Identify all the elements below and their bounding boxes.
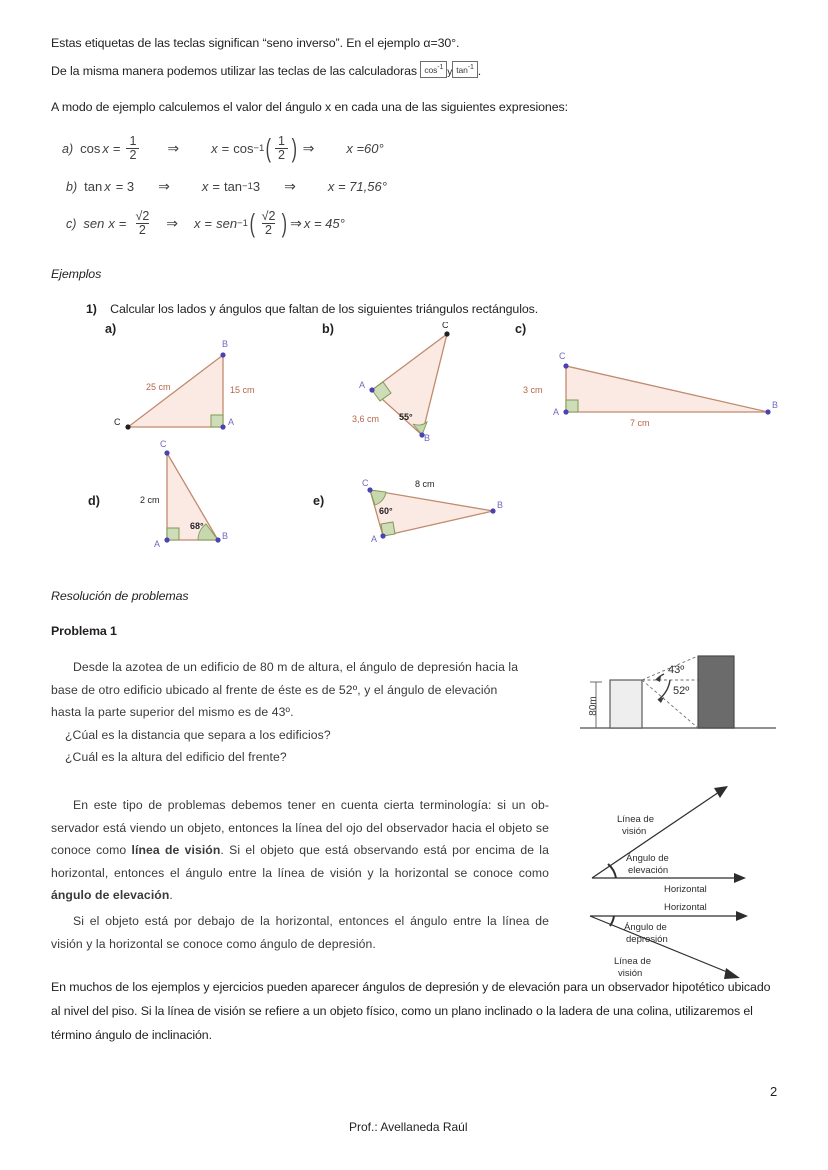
expression-c-arg-numerator: √2 bbox=[261, 209, 276, 223]
buildings-angle-bottom-label: 52º bbox=[673, 685, 690, 697]
expression-a-paren-close: ) bbox=[291, 133, 297, 164]
triangle-b-vertex-a-dot bbox=[369, 387, 374, 392]
expression-b-inverse-fn: tan bbox=[223, 179, 243, 194]
triangle-c-shape bbox=[566, 366, 768, 412]
examples-item-text: Calcular los lados y ángulos que faltan de los siguientes triángulos rectángulos. bbox=[110, 302, 539, 316]
triangle-c-vertex-a-dot bbox=[563, 409, 568, 414]
intro-line-2-prefix: De la misma manera podemos utilizar las teclas de las calculadoras bbox=[51, 64, 417, 78]
triangle-a-vertex-b-dot bbox=[220, 352, 225, 357]
angles-line-of-sight-top-arrowhead bbox=[714, 786, 728, 798]
angles-elevation-label-2: elevación bbox=[628, 865, 669, 876]
triangle-e-figure bbox=[345, 478, 515, 550]
triangle-c-side-label-1: 3 cm bbox=[523, 385, 543, 395]
page-number: 2 bbox=[770, 1084, 778, 1099]
triangle-b-vertex-c-label: C bbox=[442, 322, 449, 330]
triangle-b-side-label-1: 3,6 cm bbox=[352, 414, 380, 424]
expression-b-fn: tan bbox=[84, 179, 103, 194]
closing-paragraph: En muchos de los ejemplos y ejercicios pueden aparecer ángulos de depresión y de elevación para un observador hipotético ubicado al nivel del piso. Si la línea de visión se refiere a un objeto físico, como un plano inclinado o la ladera de una colina, utilizaremos el término ángulo de inclinación. bbox=[51, 980, 771, 1042]
angles-elevation-arc bbox=[608, 864, 616, 878]
expression-b-inverse-exponent: −1 bbox=[242, 181, 253, 192]
problem-1-statement-line-1: Desde la azotea de un edificio de 80 m de altura, el ángulo de depresión hacia la bbox=[73, 660, 519, 674]
buildings-angle-top-label: 43º bbox=[668, 664, 685, 676]
expression-c-paren-open: ( bbox=[249, 208, 255, 239]
expression-c-eq: = bbox=[118, 216, 127, 232]
expression-a-fraction bbox=[126, 135, 139, 162]
triangle-e-vertex-b-label: B bbox=[497, 500, 504, 510]
expression-c-arg-denominator: 2 bbox=[262, 223, 275, 237]
triangle-a-vertex-c-label: C bbox=[114, 417, 121, 427]
expression-b-result-eq: = bbox=[212, 179, 220, 194]
expression-a-inverse-exponent: −1 bbox=[253, 143, 265, 155]
expression-c-fraction bbox=[132, 210, 152, 237]
expression-c-arrow-1: ⇒ bbox=[166, 215, 179, 232]
triangle-b-angle-label-1: 55° bbox=[399, 412, 413, 422]
triangle-a-figure bbox=[110, 330, 280, 440]
triangle-d-vertex-a-label: A bbox=[154, 539, 161, 549]
triangle-a-label: a) bbox=[105, 322, 117, 336]
angles-horizontal-bottom-label: Horizontal bbox=[664, 902, 707, 913]
tan-key-label: tan bbox=[456, 65, 468, 75]
triangle-e-angle-label-1: 60° bbox=[379, 506, 393, 516]
triangle-c-label: c) bbox=[515, 322, 527, 336]
expression-a-label: a) bbox=[62, 141, 74, 156]
triangle-c-vertex-a-label: A bbox=[553, 407, 560, 417]
triangle-b-label: b) bbox=[322, 322, 334, 336]
expression-a-arg-denominator: 2 bbox=[275, 148, 288, 162]
expression-c-fn: sen bbox=[83, 216, 105, 232]
expression-c-inverse-exponent: −1 bbox=[237, 218, 248, 230]
expression-c-arg-fraction bbox=[259, 210, 279, 237]
expression-a-var: x bbox=[102, 141, 109, 157]
examples-item-number: 1) bbox=[86, 302, 97, 316]
cos-key-label: cos bbox=[424, 65, 438, 75]
cos-key-exponent: -1 bbox=[437, 64, 444, 72]
tan-key-exponent: -1 bbox=[467, 64, 474, 72]
triangle-b-vertex-b-label: B bbox=[424, 433, 431, 443]
triangle-b-figure bbox=[352, 322, 482, 447]
expression-a-inverse-fn: cos bbox=[233, 141, 254, 157]
intro-line-2 bbox=[51, 60, 791, 84]
terminology-bold-line-of-sight: línea de visión bbox=[131, 843, 221, 857]
expression-b-arrow-2: ⇒ bbox=[284, 178, 296, 194]
triangle-e-label: e) bbox=[313, 494, 325, 508]
expression-b bbox=[66, 178, 387, 195]
angles-line-of-sight-top-label-2: visión bbox=[622, 826, 647, 837]
terminology-paragraph-1-part-1: En este tipo de problemas debemos tener en cuenta cierta terminología: si un ob-servador está viendo un objeto, entonces la línea del ojo del observador hacia el objeto se conoce como bbox=[51, 798, 549, 857]
expression-a-fn: cos bbox=[80, 141, 101, 157]
expression-a bbox=[62, 135, 384, 162]
expression-c-var: x bbox=[108, 216, 115, 232]
triangle-d-label: d) bbox=[88, 494, 100, 508]
angles-elevation-label-1: Ángulo de bbox=[626, 853, 669, 864]
triangle-c-vertex-c-label: C bbox=[559, 351, 566, 361]
angles-line-of-sight-top-label-1: Línea de bbox=[617, 814, 654, 825]
examples-item-1 bbox=[86, 298, 786, 320]
problem-1-question-1: ¿Cúal es la distancia que separa a los edificios? bbox=[65, 727, 331, 742]
triangle-b-vertex-a-label: A bbox=[359, 380, 366, 390]
expression-a-eq: = bbox=[112, 141, 121, 157]
key-conjunction: y bbox=[447, 67, 453, 78]
triangle-e-vertex-c-label: C bbox=[362, 478, 369, 488]
intro-line-2-suffix: . bbox=[477, 64, 482, 78]
expression-c-result-eq: = bbox=[204, 216, 213, 232]
expression-a-paren-open: ( bbox=[265, 133, 272, 164]
expression-a-arrow-1: ⇒ bbox=[167, 140, 180, 157]
triangle-b-vertex-c-dot bbox=[444, 331, 449, 336]
expression-c-label: c) bbox=[66, 216, 77, 231]
expression-c-denominator: 2 bbox=[136, 223, 149, 237]
triangle-c-vertex-b-dot bbox=[765, 409, 770, 414]
triangle-d-figure bbox=[140, 440, 255, 555]
triangle-d-vertex-c-dot bbox=[164, 450, 169, 455]
triangle-c-side-label-2: 7 cm bbox=[630, 418, 650, 428]
triangle-e-vertex-b-dot bbox=[490, 508, 495, 513]
terminology-bold-elevation-angle: ángulo de elevación bbox=[51, 888, 170, 902]
expression-a-result-eq: = bbox=[221, 141, 230, 157]
triangle-a-vertex-a-label: A bbox=[228, 417, 235, 427]
angles-horizontal-top-label: Horizontal bbox=[664, 884, 707, 895]
expression-c-paren-close: ) bbox=[282, 208, 288, 239]
buildings-left-building bbox=[610, 680, 642, 728]
expression-a-arrow-2: ⇒ bbox=[302, 140, 315, 157]
angles-line-of-sight-bottom-label-2: visión bbox=[618, 968, 643, 979]
expression-b-label: b) bbox=[66, 179, 78, 194]
triangle-e-vertex-a-dot bbox=[380, 533, 385, 538]
expression-c-result-var: x bbox=[194, 216, 201, 232]
terminology-paragraph-1 bbox=[51, 794, 549, 907]
expression-b-arg: 3 bbox=[252, 179, 261, 194]
expression-c-numerator: √2 bbox=[135, 209, 150, 223]
expression-a-arg-numerator: 1 bbox=[277, 134, 285, 148]
triangle-c-figure bbox=[518, 342, 786, 432]
terminology-paragraph-1-part-3: . bbox=[169, 888, 173, 902]
triangle-a-side-label-1: 25 cm bbox=[146, 382, 171, 392]
expression-c-result: x = 45° bbox=[303, 216, 345, 232]
triangle-d-side-label-1: 2 cm bbox=[140, 495, 160, 505]
buildings-figure bbox=[578, 628, 778, 740]
angles-horizontal-top-arrowhead bbox=[734, 873, 746, 883]
examples-heading: Ejemplos bbox=[51, 267, 102, 281]
angles-horizontal-bottom-arrowhead bbox=[736, 911, 748, 921]
tan-inverse-key bbox=[452, 61, 478, 78]
expression-c-inverse-fn: sen bbox=[216, 216, 238, 232]
expression-a-result: x =60° bbox=[346, 141, 384, 157]
expression-a-numerator: 1 bbox=[129, 134, 137, 148]
expression-b-result-var: x bbox=[201, 179, 209, 194]
cos-inverse-key bbox=[420, 61, 447, 78]
triangle-d-vertex-a-dot bbox=[164, 537, 169, 542]
buildings-depression-sightline bbox=[642, 680, 698, 728]
expression-b-var: x bbox=[104, 179, 111, 194]
intro-line-3: A modo de ejemplo calculemos el valor del ángulo x en cada una de las siguientes expresiones: bbox=[51, 100, 568, 114]
angles-depression-label-1: Ángulo de bbox=[624, 922, 667, 933]
expression-c-arrow-2: ⇒ bbox=[290, 215, 302, 232]
triangle-d-angle-label-1: 68° bbox=[190, 521, 204, 531]
triangle-c-vertex-b-label: B bbox=[772, 400, 779, 410]
triangle-a-side-label-2: 15 cm bbox=[230, 385, 255, 395]
triangle-a-vertex-c-dot bbox=[125, 424, 130, 429]
intro-line-1: Estas etiquetas de las teclas significan “seno inverso”. En el ejemplo α=30°. bbox=[51, 36, 460, 50]
expression-b-result: x = 71,56° bbox=[327, 179, 387, 194]
buildings-height-label: 80m bbox=[588, 696, 599, 716]
angles-line-of-sight-bottom-label-1: Línea de bbox=[614, 956, 651, 967]
expression-a-denominator: 2 bbox=[126, 148, 139, 162]
triangle-a-vertex-b-label: B bbox=[222, 339, 229, 349]
expression-a-result-var: x bbox=[211, 141, 218, 157]
buildings-right-building bbox=[698, 656, 734, 728]
problem-1-statement-line-2: base de otro edificio ubicado al frente de éste es de 52º, y el ángulo de elevación bbox=[51, 682, 498, 697]
terminology-paragraph-1-part-2: . Si el objeto que está observando está por encima de la horizontal, entonces el ángulo entre la línea de visión y la horizontal se conoce como bbox=[51, 843, 549, 880]
triangle-a-vertex-a-dot bbox=[220, 424, 225, 429]
expression-a-arg-fraction bbox=[275, 135, 288, 162]
triangle-c-vertex-c-dot bbox=[563, 363, 568, 368]
triangle-e-vertex-a-label: A bbox=[371, 534, 378, 544]
expression-b-eq: = 3 bbox=[115, 179, 135, 194]
problem-1-statement bbox=[51, 656, 549, 769]
triangle-d-vertex-c-label: C bbox=[160, 440, 167, 449]
angles-depression-label-2: depresión bbox=[626, 934, 668, 945]
triangle-a-shape bbox=[128, 355, 223, 427]
problem-1-statement-line-3: hasta la parte superior del mismo es de 43º. bbox=[51, 705, 294, 719]
footer-author: Prof.: Avellaneda Raúl bbox=[349, 1120, 468, 1134]
problem-1-question-2: ¿Cuál es la altura del edificio del frente? bbox=[65, 750, 287, 764]
triangle-d-vertex-b-label: B bbox=[222, 531, 229, 541]
triangle-e-side-label-1: 8 cm bbox=[415, 479, 435, 489]
problems-section-heading: Resolución de problemas bbox=[51, 589, 189, 603]
triangle-d-vertex-b-dot bbox=[215, 537, 220, 542]
expression-b-arrow-1: ⇒ bbox=[158, 178, 170, 194]
expression-c bbox=[66, 210, 345, 237]
problem-1-title: Problema 1 bbox=[51, 624, 117, 638]
angles-figure bbox=[582, 768, 794, 980]
angles-depression-arc bbox=[610, 916, 614, 926]
terminology-paragraph-2: Si el objeto está por debajo de la horizontal, entonces el ángulo entre la línea de visión y la horizontal se conoce como ángulo de depresión. bbox=[51, 914, 549, 951]
triangle-e-vertex-c-dot bbox=[367, 487, 372, 492]
